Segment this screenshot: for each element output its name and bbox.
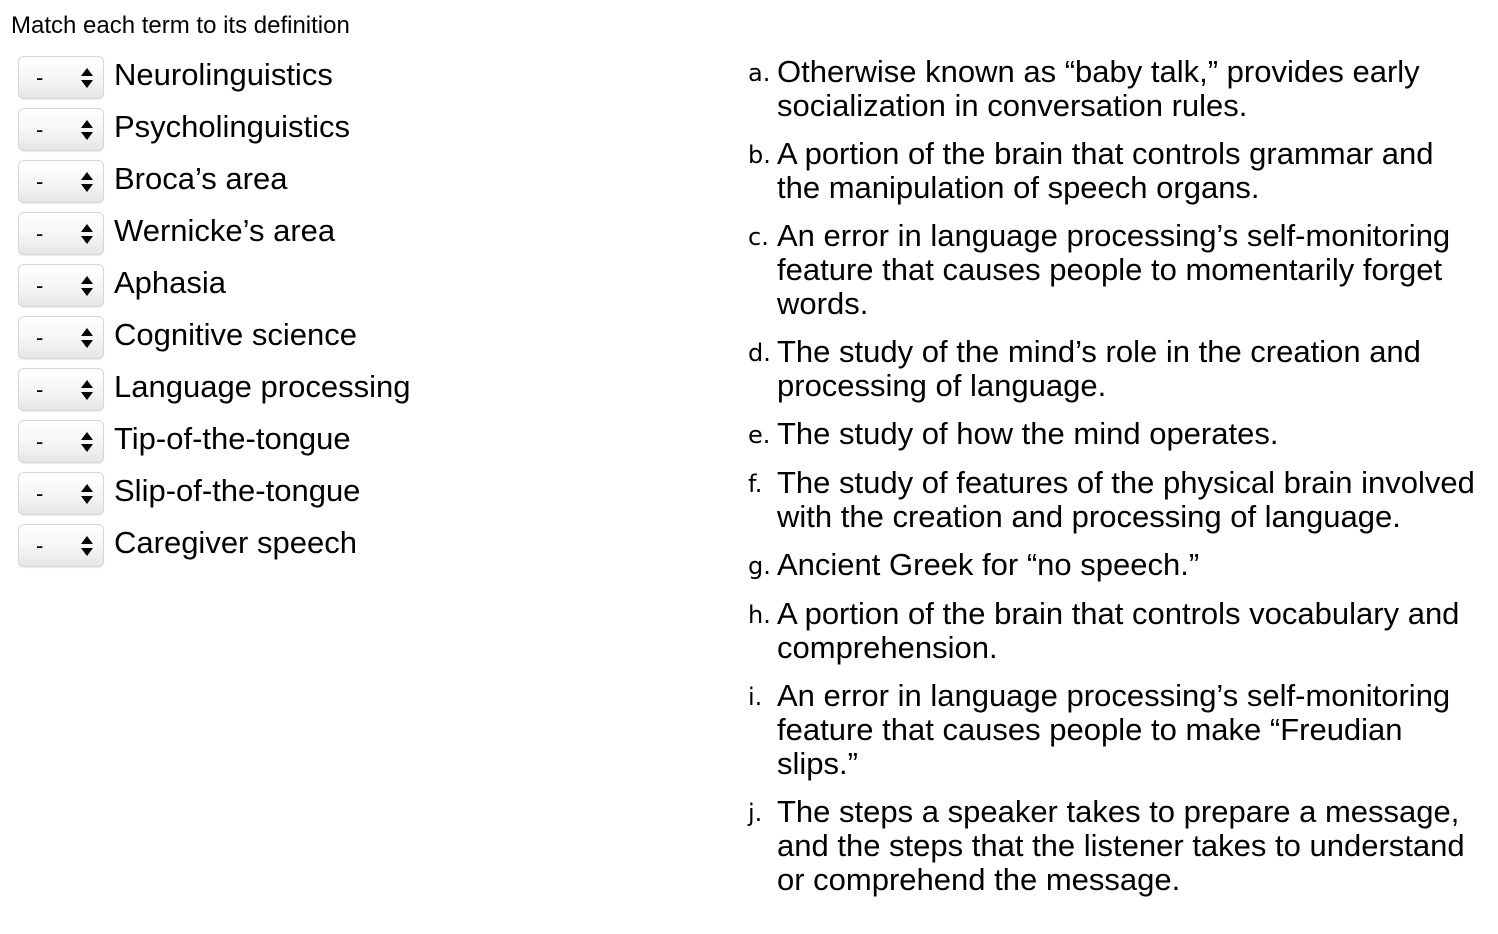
select-value: - [36, 220, 44, 246]
select-value: - [36, 272, 44, 298]
definition-item [748, 417, 1478, 452]
match-select[interactable] [18, 316, 104, 359]
term-label: Language processing [114, 369, 411, 404]
match-select[interactable] [18, 368, 104, 411]
up-down-arrows-icon [80, 535, 94, 557]
definition-text: Ancient Greek for “no speech.” [777, 547, 1200, 582]
term-label: Neurolinguistics [114, 57, 333, 92]
definition-text: Otherwise known as “baby talk,” provides early socialization in conversation rules. [777, 54, 1420, 123]
definition-item [748, 137, 1478, 205]
definition-item [748, 679, 1478, 781]
term-row [18, 153, 410, 205]
terms-list [18, 49, 410, 569]
definition-item [748, 597, 1478, 665]
term-label: Caregiver speech [114, 525, 357, 560]
match-select[interactable] [18, 264, 104, 307]
match-select[interactable] [18, 160, 104, 203]
select-value: - [36, 324, 44, 350]
definition-letter: j. [748, 799, 763, 827]
up-down-arrows-icon [80, 67, 94, 89]
definition-text: An error in language processing’s self-monitoring feature that causes people to make “Freudian slips.” [777, 678, 1451, 781]
definition-item [748, 795, 1478, 897]
up-down-arrows-icon [80, 431, 94, 453]
match-select[interactable] [18, 472, 104, 515]
term-row [18, 309, 410, 361]
term-label: Aphasia [114, 265, 227, 300]
definition-item [748, 335, 1478, 403]
up-down-arrows-icon [80, 327, 94, 349]
up-down-arrows-icon [80, 223, 94, 245]
definition-letter: d. [748, 339, 771, 367]
definition-letter: h. [748, 601, 771, 629]
term-row [18, 257, 410, 309]
match-select[interactable] [18, 212, 104, 255]
definition-letter: e. [748, 421, 771, 449]
term-row [18, 361, 410, 413]
term-label: Broca’s area [114, 161, 288, 196]
definition-letter: b. [748, 141, 771, 169]
up-down-arrows-icon [80, 119, 94, 141]
select-value: - [36, 376, 44, 402]
up-down-arrows-icon [80, 275, 94, 297]
up-down-arrows-icon [80, 171, 94, 193]
select-value: - [36, 480, 44, 506]
select-value: - [36, 116, 44, 142]
definition-letter: i. [748, 683, 763, 711]
definitions-list [748, 55, 1478, 911]
definition-letter: g. [748, 552, 771, 580]
definition-text: The study of features of the physical brain involved with the creation and processing of language. [777, 465, 1475, 534]
term-row [18, 49, 410, 101]
definition-letter: f. [748, 470, 763, 498]
definition-item [748, 219, 1478, 321]
term-row [18, 517, 410, 569]
term-label: Wernicke’s area [114, 213, 336, 248]
match-select[interactable] [18, 108, 104, 151]
definition-text: The study of how the mind operates. [777, 416, 1279, 451]
definition-item [748, 548, 1478, 583]
definition-text: The steps a speaker takes to prepare a message, and the steps that the listener takes to understand or comprehend the message. [777, 794, 1465, 897]
term-label: Psycholinguistics [114, 109, 351, 144]
term-row [18, 413, 410, 465]
term-label: Slip-of-the-tongue [114, 473, 361, 508]
match-select[interactable] [18, 420, 104, 463]
match-select[interactable] [18, 56, 104, 99]
definition-item [748, 466, 1478, 534]
definition-letter: c. [748, 223, 769, 251]
term-row [18, 101, 410, 153]
select-value: - [36, 532, 44, 558]
definition-text: A portion of the brain that controls vocabulary and comprehension. [777, 596, 1460, 665]
term-row [18, 465, 410, 517]
definition-letter: a. [748, 59, 771, 87]
term-label: Tip-of-the-tongue [114, 421, 351, 456]
term-label: Cognitive science [114, 317, 357, 352]
select-value: - [36, 64, 44, 90]
match-select[interactable] [18, 524, 104, 567]
up-down-arrows-icon [80, 483, 94, 505]
definition-item [748, 55, 1478, 123]
definition-text: An error in language processing’s self-monitoring feature that causes people to momentarily forget words. [777, 218, 1451, 321]
question-instruction: Match each term to its definition [11, 12, 350, 39]
definition-text: A portion of the brain that controls grammar and the manipulation of speech organs. [777, 136, 1434, 205]
select-value: - [36, 428, 44, 454]
select-value: - [36, 168, 44, 194]
up-down-arrows-icon [80, 379, 94, 401]
definition-text: The study of the mind’s role in the creation and processing of language. [777, 334, 1421, 403]
term-row [18, 205, 410, 257]
